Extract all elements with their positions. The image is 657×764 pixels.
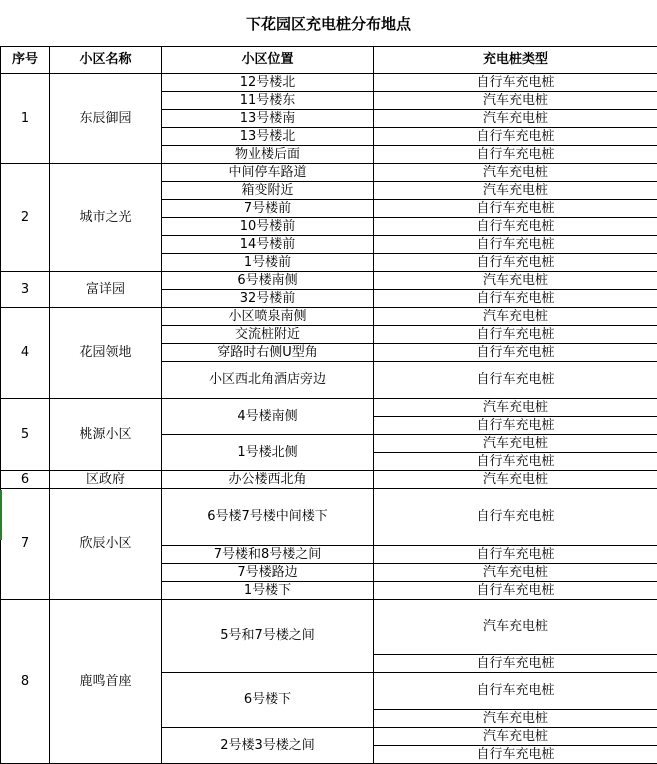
type-cell[interactable]: 自行车充电桩 bbox=[374, 746, 657, 764]
location-cell[interactable]: 12号楼北 bbox=[162, 74, 374, 92]
location-cell[interactable]: 6号楼南侧 bbox=[162, 272, 374, 290]
spreadsheet bbox=[0, 46, 657, 764]
type-cell[interactable]: 自行车充电桩 bbox=[374, 200, 657, 218]
location-cell[interactable]: 6号楼7号楼中间楼下 bbox=[162, 489, 374, 546]
table-row bbox=[1, 471, 657, 489]
type-cell[interactable]: 自行车充电桩 bbox=[374, 254, 657, 272]
header-community[interactable]: 小区名称 bbox=[50, 47, 162, 74]
header-row bbox=[1, 47, 657, 74]
type-cell[interactable]: 自行车充电桩 bbox=[374, 74, 657, 92]
location-cell[interactable]: 13号楼南 bbox=[162, 110, 374, 128]
group-no[interactable]: 8 bbox=[1, 600, 50, 764]
location-cell[interactable]: 14号楼前 bbox=[162, 236, 374, 254]
group-no[interactable]: 4 bbox=[1, 308, 50, 399]
type-cell[interactable]: 自行车充电桩 bbox=[374, 236, 657, 254]
location-cell[interactable]: 2号楼3号楼之间 bbox=[162, 728, 374, 764]
location-cell[interactable]: 办公楼西北角 bbox=[162, 471, 374, 489]
type-cell[interactable]: 汽车充电桩 bbox=[374, 164, 657, 182]
charging-station-table bbox=[0, 46, 657, 764]
community-name[interactable]: 花园领地 bbox=[50, 308, 162, 399]
type-cell[interactable]: 自行车充电桩 bbox=[374, 146, 657, 164]
group-no[interactable]: 7 bbox=[1, 489, 50, 600]
header-location[interactable]: 小区位置 bbox=[162, 47, 374, 74]
location-cell[interactable]: 1号楼前 bbox=[162, 254, 374, 272]
community-name[interactable]: 富详园 bbox=[50, 272, 162, 308]
location-cell[interactable]: 穿路时右侧U型角 bbox=[162, 344, 374, 362]
location-cell[interactable]: 1号楼北侧 bbox=[162, 435, 374, 471]
location-cell[interactable]: 7号楼和8号楼之间 bbox=[162, 546, 374, 564]
type-cell[interactable]: 汽车充电桩 bbox=[374, 308, 657, 326]
type-cell[interactable]: 汽车充电桩 bbox=[374, 471, 657, 489]
location-cell[interactable]: 10号楼前 bbox=[162, 218, 374, 236]
table-row bbox=[1, 74, 657, 92]
type-cell[interactable]: 汽车充电桩 bbox=[374, 600, 657, 655]
type-cell[interactable]: 自行车充电桩 bbox=[374, 673, 657, 710]
type-cell[interactable]: 自行车充电桩 bbox=[374, 417, 657, 435]
location-cell[interactable]: 5号和7号楼之间 bbox=[162, 600, 374, 673]
location-cell[interactable]: 中间停车路道 bbox=[162, 164, 374, 182]
location-cell[interactable]: 1号楼下 bbox=[162, 582, 374, 600]
community-name[interactable]: 欣辰小区 bbox=[50, 489, 162, 600]
type-cell[interactable]: 汽车充电桩 bbox=[374, 110, 657, 128]
type-cell[interactable]: 自行车充电桩 bbox=[374, 655, 657, 673]
community-name[interactable]: 东辰御园 bbox=[50, 74, 162, 164]
header-type[interactable]: 充电桩类型 bbox=[374, 47, 657, 74]
location-cell[interactable]: 4号楼南侧 bbox=[162, 399, 374, 435]
group-no[interactable]: 2 bbox=[1, 164, 50, 272]
group-no[interactable]: 5 bbox=[1, 399, 50, 471]
type-cell[interactable]: 自行车充电桩 bbox=[374, 489, 657, 546]
page-title: 下花园区充电桩分布地点 bbox=[245, 14, 411, 33]
selection-edge-marker bbox=[0, 490, 2, 540]
group-no[interactable]: 3 bbox=[1, 272, 50, 308]
type-cell[interactable]: 汽车充电桩 bbox=[374, 182, 657, 200]
community-name[interactable]: 鹿鸣首座 bbox=[50, 600, 162, 764]
type-cell[interactable]: 自行车充电桩 bbox=[374, 546, 657, 564]
group-no[interactable]: 1 bbox=[1, 74, 50, 164]
type-cell[interactable]: 自行车充电桩 bbox=[374, 344, 657, 362]
location-cell[interactable]: 7号楼前 bbox=[162, 200, 374, 218]
type-cell[interactable]: 自行车充电桩 bbox=[374, 326, 657, 344]
location-cell[interactable]: 6号楼下 bbox=[162, 673, 374, 728]
table-row bbox=[1, 164, 657, 182]
group-no[interactable]: 6 bbox=[1, 471, 50, 489]
type-cell[interactable]: 自行车充电桩 bbox=[374, 362, 657, 399]
location-cell[interactable]: 小区西北角酒店旁边 bbox=[162, 362, 374, 399]
type-cell[interactable]: 自行车充电桩 bbox=[374, 290, 657, 308]
location-cell[interactable]: 箱变附近 bbox=[162, 182, 374, 200]
type-cell[interactable]: 自行车充电桩 bbox=[374, 582, 657, 600]
header-no[interactable]: 序号 bbox=[1, 47, 50, 74]
type-cell[interactable]: 汽车充电桩 bbox=[374, 92, 657, 110]
type-cell[interactable]: 汽车充电桩 bbox=[374, 728, 657, 746]
table-row bbox=[1, 600, 657, 655]
table-row bbox=[1, 489, 657, 546]
location-cell[interactable]: 32号楼前 bbox=[162, 290, 374, 308]
location-cell[interactable]: 7号楼路边 bbox=[162, 564, 374, 582]
location-cell[interactable]: 小区喷泉南侧 bbox=[162, 308, 374, 326]
community-name[interactable]: 桃源小区 bbox=[50, 399, 162, 471]
type-cell[interactable]: 自行车充电桩 bbox=[374, 128, 657, 146]
type-cell[interactable]: 汽车充电桩 bbox=[374, 710, 657, 728]
community-name[interactable]: 区政府 bbox=[50, 471, 162, 489]
community-name[interactable]: 城市之光 bbox=[50, 164, 162, 272]
type-cell[interactable]: 汽车充电桩 bbox=[374, 435, 657, 453]
type-cell[interactable]: 自行车充电桩 bbox=[374, 218, 657, 236]
type-cell[interactable]: 汽车充电桩 bbox=[374, 564, 657, 582]
table-row bbox=[1, 399, 657, 417]
type-cell[interactable]: 自行车充电桩 bbox=[374, 453, 657, 471]
location-cell[interactable]: 交流桩附近 bbox=[162, 326, 374, 344]
type-cell[interactable]: 汽车充电桩 bbox=[374, 399, 657, 417]
table-row bbox=[1, 308, 657, 326]
location-cell[interactable]: 11号楼东 bbox=[162, 92, 374, 110]
table-row bbox=[1, 272, 657, 290]
location-cell[interactable]: 13号楼北 bbox=[162, 128, 374, 146]
location-cell[interactable]: 物业楼后面 bbox=[162, 146, 374, 164]
type-cell[interactable]: 汽车充电桩 bbox=[374, 272, 657, 290]
